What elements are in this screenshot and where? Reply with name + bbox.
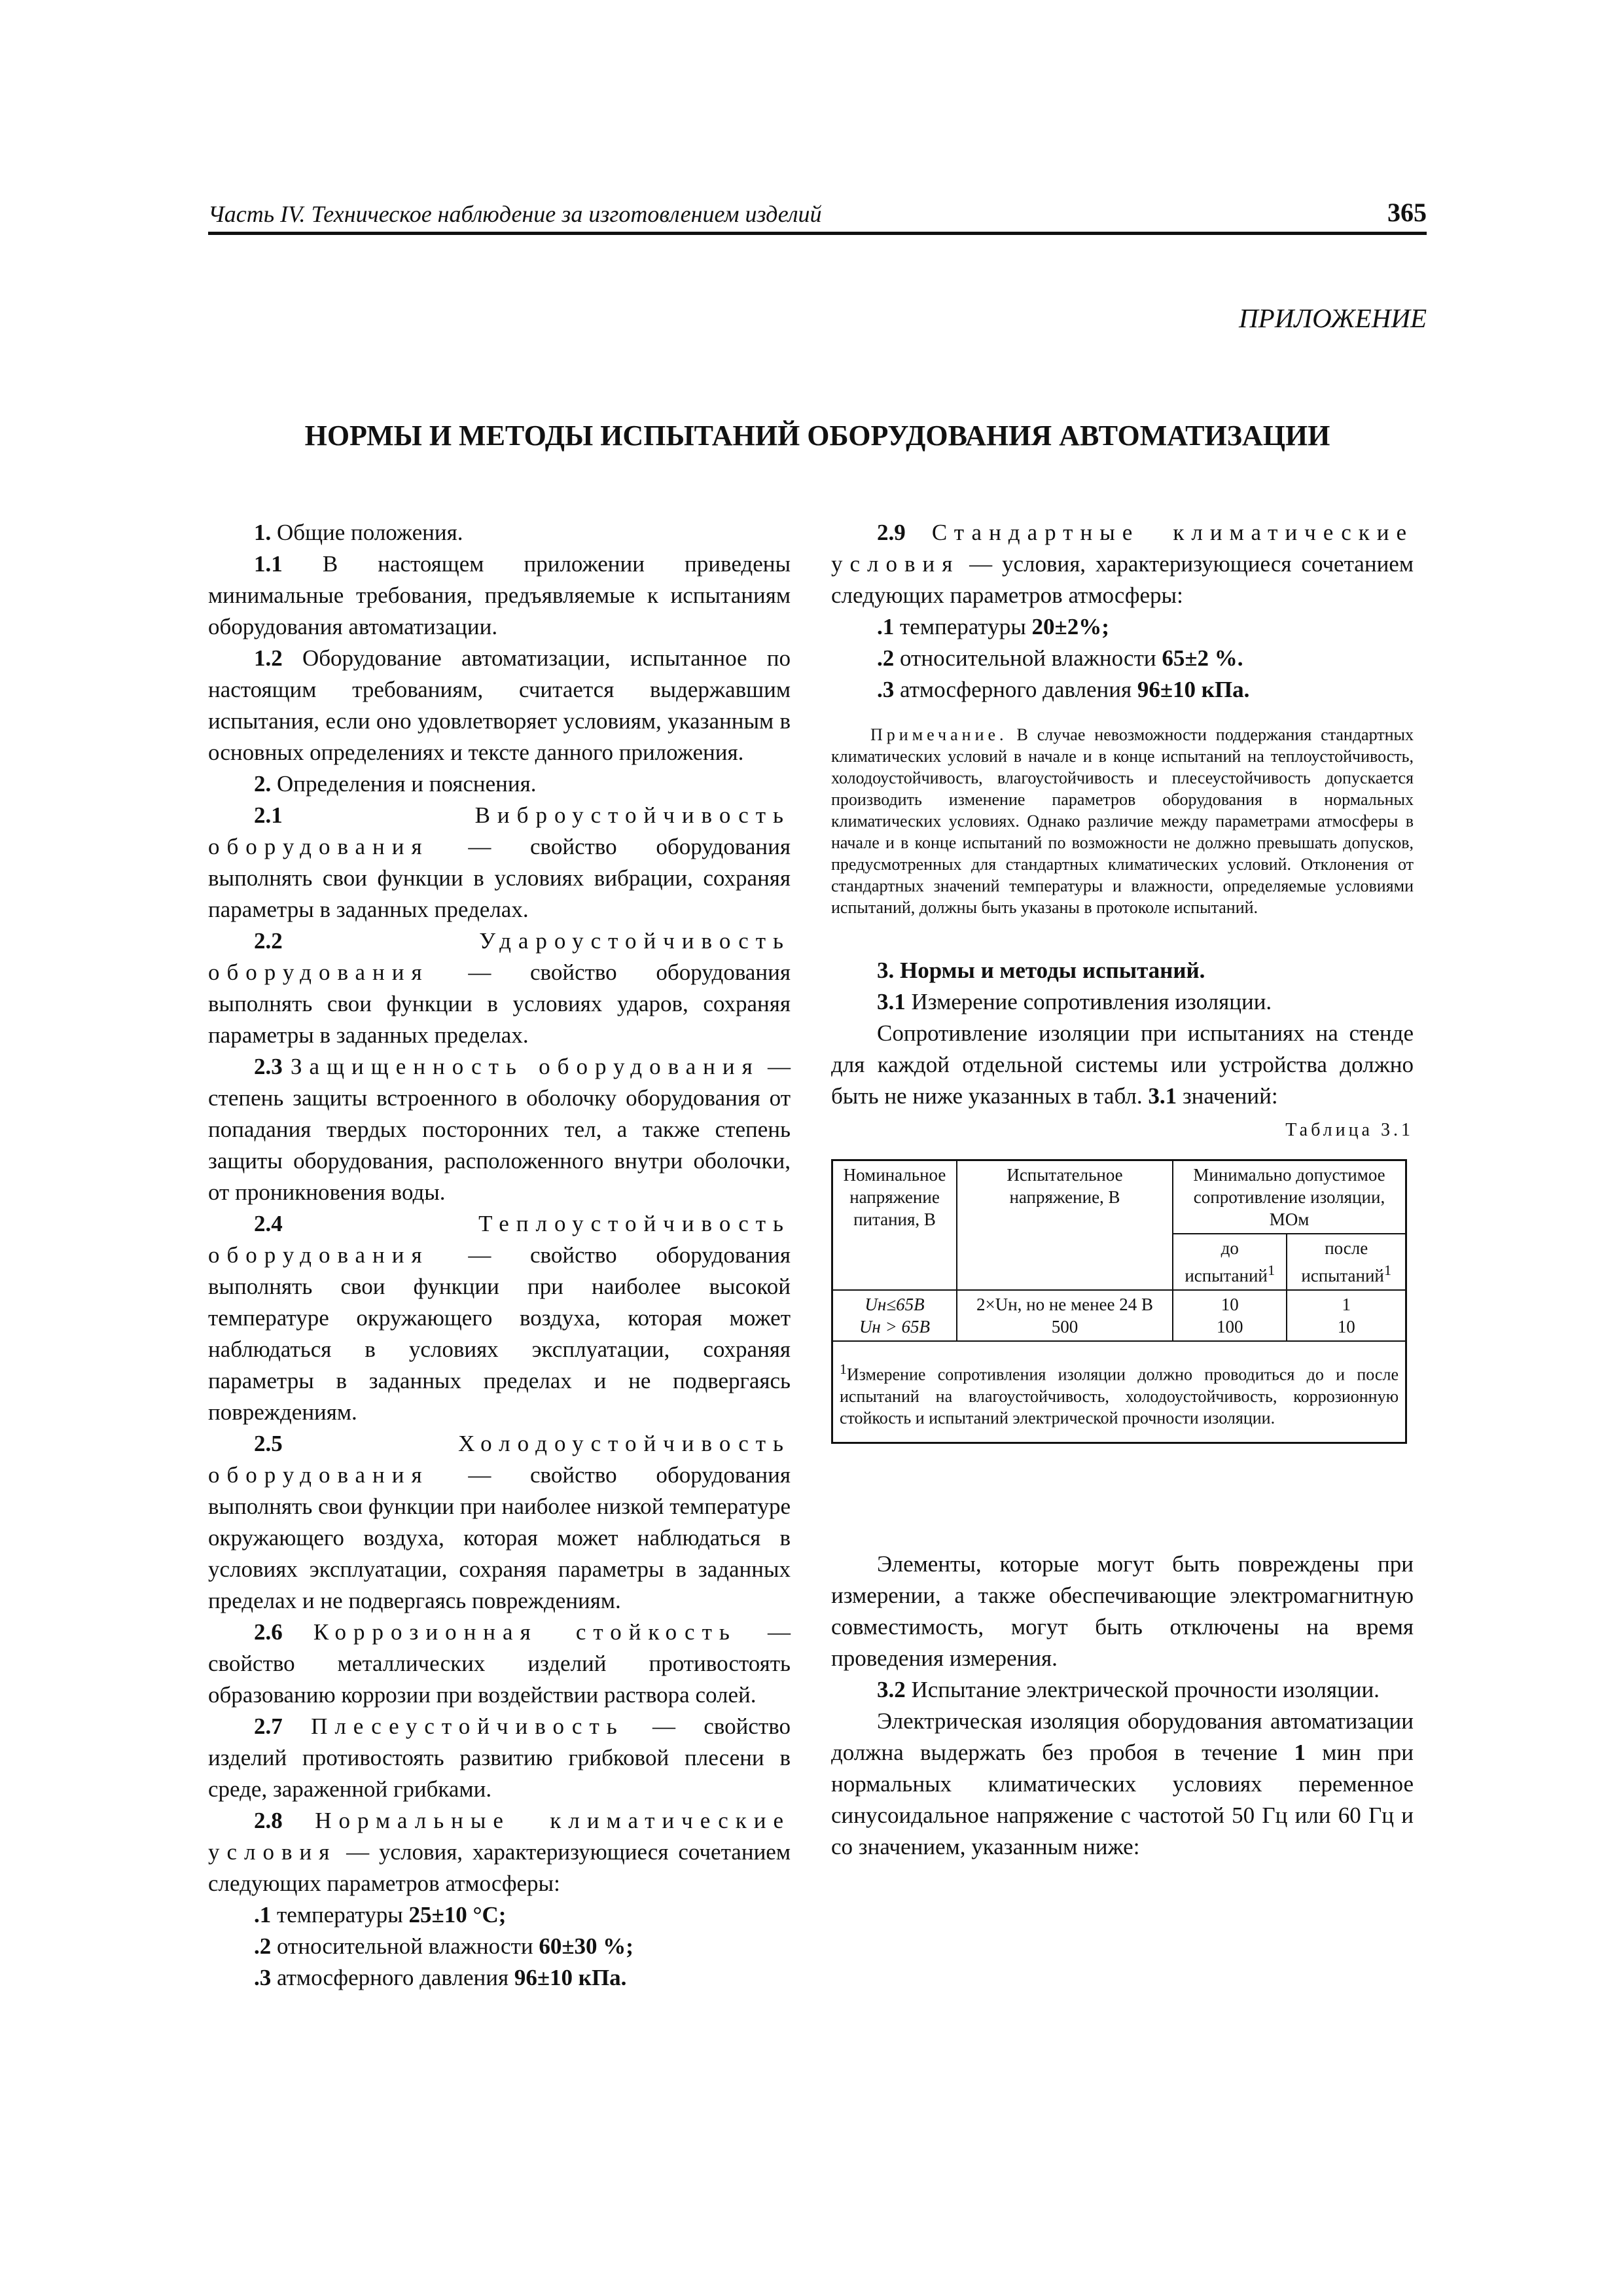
table-cell-after: 1 10 xyxy=(1287,1290,1406,1341)
paragraph-2-7: 2.7 Плесеустойчивость — свойство изделий противостоять развитию грибковой плесени в среде, зараженной грибками. xyxy=(208,1713,791,1802)
table-cell-test: 2×Uн, но не менее 24 В 500 xyxy=(957,1290,1173,1341)
spacer xyxy=(831,1444,1414,1549)
subsection-3-2-heading: 3.2 Испытание электрической прочности изоляции. xyxy=(877,1676,1380,1702)
table-header-test-voltage: Испытательное напряжение, В xyxy=(957,1160,1173,1291)
table-header-min-resistance: Минимально допустимое сопротивление изоляции, МОм xyxy=(1173,1160,1406,1234)
running-header-title: Часть IV. Техническое наблюдение за изготовлением изделий xyxy=(208,201,822,227)
paragraph-2-9: 2.9 Стандартные климатические условия — условия, характеризующиеся сочетанием следующих параметров атмосферы: xyxy=(831,520,1414,608)
list-item-2-9-1: .1 температуры 20±2%; xyxy=(877,614,1109,639)
paragraph-2-1: 2.1 Виброустойчивость оборудования — свойство оборудования выполнять свои функции в условиях вибрации, сохраняя параметры в заданных пределах. xyxy=(208,802,791,922)
section-2-heading: 2. Определения и пояснения. xyxy=(254,771,537,797)
paragraph-2-6: 2.6 Коррозионная стойкость — свойство металлических изделий противостоять образованию коррозии при воздействии раствора солей. xyxy=(208,1619,791,1708)
page-number: 365 xyxy=(1387,198,1427,227)
appendix-label: ПРИЛОЖЕНИЕ xyxy=(1239,303,1427,333)
table-caption: Таблица 3.1 xyxy=(1285,1120,1414,1140)
paragraph-3-2: Электрическая изоляция оборудования автоматизации должна выдержать без пробоя в течение 1 мин при нормальных климатических условиях переменное синусоидальное напряжение с частотой 50 Гц или 60 Гц и со значением, указанным ниже: xyxy=(831,1708,1414,1859)
list-item-2-9-2: .2 относительной влажности 65±2 %. xyxy=(877,645,1243,671)
list-item-2-8-1: .1 температуры 25±10 °С; xyxy=(254,1902,507,1928)
paragraph-2-5: 2.5 Холодоустойчивость оборудования — свойство оборудования выполнять свои функции при наиболее низкой температуре окружающего воздуха, которая может наблюдаться в условиях эксплуатации, сохраняя параметры в заданных пределах и не подвергаясь повреждениям. xyxy=(208,1431,791,1613)
insulation-resistance-table xyxy=(831,1159,1407,1444)
running-header xyxy=(208,196,1427,235)
note-paragraph: Примечание. В случае невозможности поддержания стандартных климатических условий в начале и в конце испытаний на теплоустойчивость, холодоустойчивость, влагоустойчивость и плесеустойчивость допускается производить изменение параметров оборудования в нормальных климатических условиях. Однако различие между параметрами атмосферы в начале и в конце испытаний по возможности не должно превышать допусков, предусмотренных для стандартных климатических условий. Отклонения от стандартных значений температуры и влажности, определяемые условиями испытаний, должны быть указаны в протоколе испытаний. xyxy=(831,725,1414,917)
paragraph-2-4: 2.4 Теплоустойчивость оборудования — свойство оборудования выполнять свои функции при наиболее высокой температуре окружающего воздуха, которая может наблюдаться в условиях эксплуатации, сохраняя параметры в заданных пределах и не подвергаясь повреждениям. xyxy=(208,1211,791,1425)
table-cell-before: 10 100 xyxy=(1173,1290,1287,1341)
table-cell-supply: Uн≤65В Uн > 65В xyxy=(832,1290,957,1341)
list-item-2-9-3: .3 атмосферного давления 96±10 кПа. xyxy=(877,677,1250,702)
paragraph-2-2: 2.2 Удароустойчивость оборудования — свойство оборудования выполнять свои функции в условиях ударов, сохраняя параметры в заданных пределах. xyxy=(208,928,791,1048)
paragraph-1-1: 1.1 В настоящем приложении приведены минимальные требования, предъявляемые к испытаниям оборудования автоматизации. xyxy=(208,551,791,639)
left-column xyxy=(208,517,791,1994)
paragraph-2-3: 2.3 Защищенность оборудования — степень защиты встроенного в оболочку оборудования от попадания твердых посторонних тел, а также степень защиты оборудования, расположенного внутри оболочки, от проникновения воды. xyxy=(208,1054,791,1205)
page-title: НОРМЫ И МЕТОДЫ ИСПЫТАНИЙ ОБОРУДОВАНИЯ АВТОМАТИЗАЦИИ xyxy=(304,420,1330,452)
list-item-2-8-2: .2 относительной влажности 60±30 %; xyxy=(254,1933,633,1959)
table-header-before-tests: до испытаний$^1$ xyxy=(1173,1234,1287,1290)
section-3-heading: 3. Нормы и методы испытаний. xyxy=(877,958,1205,983)
paragraph-elements: Элементы, которые могут быть повреждены при измерении, а также обеспечивающие электромагнитную совместимость, могут быть отключены на время проведения измерения. xyxy=(831,1551,1414,1671)
paragraph-2-8: 2.8 Нормальные климатические условия — условия, характеризующиеся сочетанием следующих параметров атмосферы: xyxy=(208,1808,791,1896)
right-column xyxy=(831,517,1414,1863)
table-header-after-tests: после испытаний$^1$ xyxy=(1287,1234,1406,1290)
paragraph-1-2: 1.2 Оборудование автоматизации, испытанное по настоящим требованиям, считается выдержавшим испытания, если оно удовлетворяет условиям, указанным в основных определениях и тексте данного приложения. xyxy=(208,645,791,765)
table-footnote: $^1$Измерение сопротивления изоляции должно проводиться до и после испытаний на влагоустойчивость, холодоустойчивость, коррозионную стойкость и испытаний электрической прочности изоляции. xyxy=(832,1341,1406,1443)
section-1-heading: 1. Общие положения. xyxy=(254,520,463,545)
paragraph-3-1: Сопротивление изоляции при испытаниях на стенде для каждой отдельной системы или устройства должно быть не ниже указанных в табл. 3.1 значений: xyxy=(831,1020,1414,1109)
table-row xyxy=(832,1290,1406,1341)
list-item-2-8-3: .3 атмосферного давления 96±10 кПа. xyxy=(254,1965,627,1990)
subsection-3-1-heading: 3.1 Измерение сопротивления изоляции. xyxy=(877,989,1272,1014)
table-header-supply-voltage: Номинальное напряжение питания, В xyxy=(832,1160,957,1291)
